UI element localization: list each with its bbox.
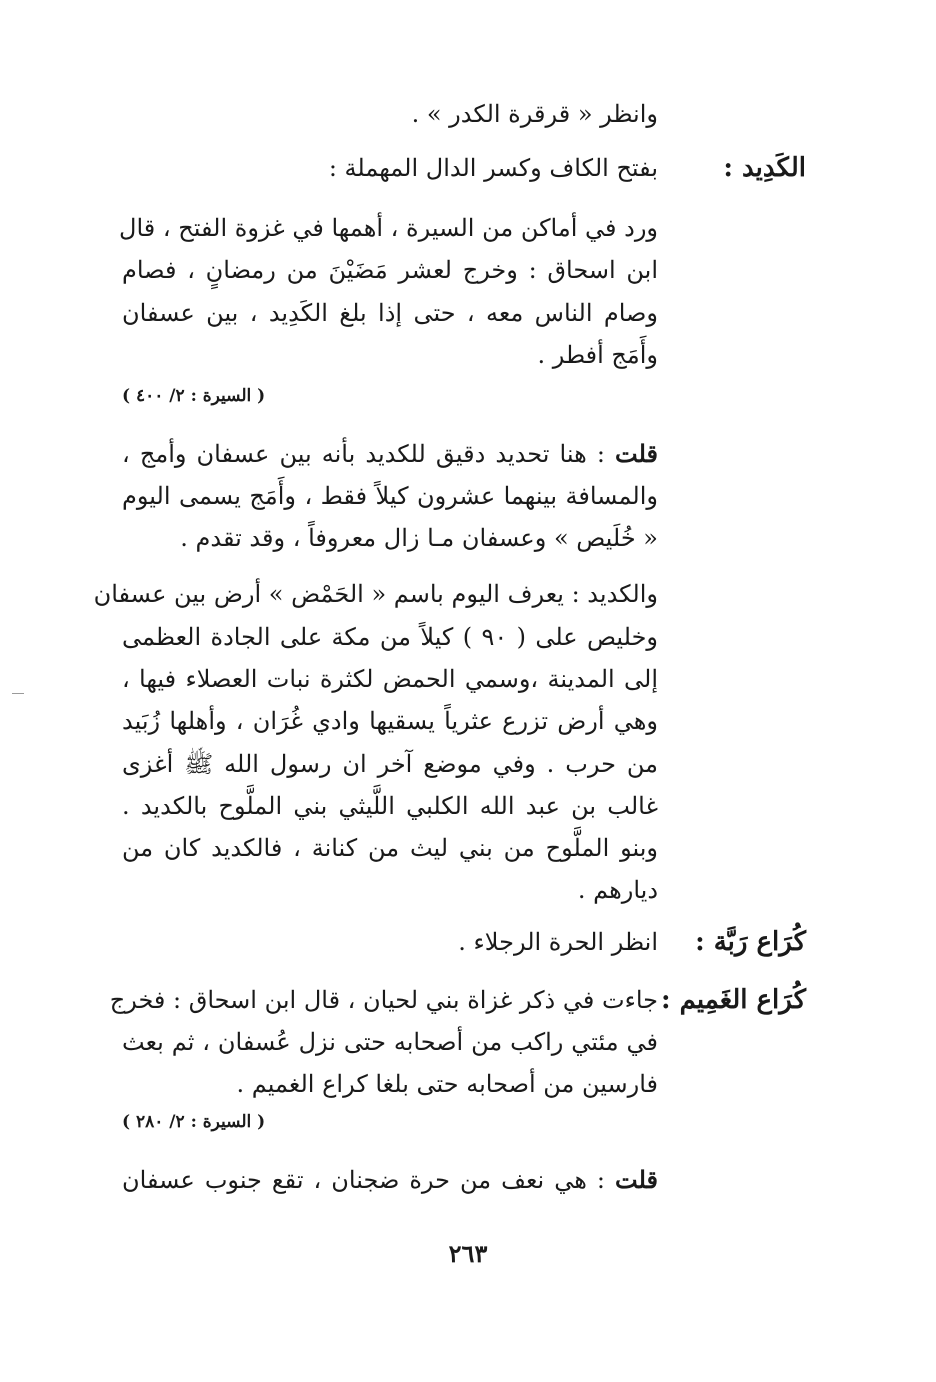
entry-definition-kadid: بفتح الكاف وكسر الدال المهملة : (328, 154, 658, 182)
kadid-para-line-2: وخليص على ( ٩٠ ) كيلاً من مكة على الجادة العظمى (122, 623, 658, 651)
entry-definition-kura-ghamim: جاءت في ذكر غزاة بني لحيان ، قال ابن اسحاق : فخرج (109, 986, 658, 1014)
kadid-para-line-8: ديارهم . (577, 876, 658, 904)
kadid-para-line-4: وهي أرض تزرع عثرياً يسقيها وادي غُرَان ، وأهلها زُبَيد (122, 707, 658, 735)
qult-1-line-3: « خُلَيص » وعسفان مـا زال معروفاً ، وقد تقدم . (180, 524, 658, 552)
citation-sira-2: ( السيرة : ٢/ ٢٨٠ ) (122, 1112, 266, 1132)
kadid-para-line-1: والكديد : يعرف اليوم باسم « الحَمْض » أرض بين عسفان (93, 580, 658, 608)
entry-term-kadid: الكَدِيد : (723, 153, 806, 183)
qult-2-lead: قلت (615, 1165, 658, 1194)
kadid-quote-line-3: وصام الناس معه ، حتى إذا بلغ الكَدِيد ، بين عسفان (122, 299, 658, 327)
qult-2-line-1 (122, 1160, 658, 1200)
qult-2-text: : هي نعف من حرة ضجنان ، تقع جنوب عسفان (122, 1166, 616, 1194)
kadid-para-line-3: إلى المدينة ،وسمي الحمض لكثرة نبات العصلاء فيها ، (122, 665, 658, 693)
kadid-para-line-5: من حرب . وفي موضع آخر ان رسول الله ﷺ أغزى (122, 750, 658, 778)
ghamim-line-3: فارسين من أصحابه حتى بلغا كراع الغميم . (236, 1070, 658, 1098)
entry-term-kura-ghamim: كُرَاع الغَمِيم : (660, 985, 806, 1015)
qult-1-line-2: والمسافة بينهما عشرون كيلاً فقط ، وأَمَج يسمى اليوم (122, 482, 658, 510)
kadid-para-line-6: غالب بن عبد الله الكلبي اللَّيثي بني الملَّوح بالكديد . (122, 792, 658, 820)
qult-1-text: : هنا تحديد دقيق للكديد بأنه بين عسفان وأمج ، (122, 440, 616, 468)
kadid-quote-line-1: ورد في أماكن من السيرة ، أهمها في غزوة الفتح ، قال (119, 214, 658, 242)
kadid-para-line-7: وبنو الملَّوح من بني ليث من كنانة ، فالكديد كان من (122, 834, 658, 862)
entry-definition-kura-rabba: انظر الحرة الرجلاء . (458, 928, 658, 956)
entry-term-kura-rabba: كُرَاع رَبَّة : (695, 927, 806, 957)
margin-mark (12, 693, 24, 694)
kadid-quote-line-2: ابن اسحاق : وخرج لعشر مَضَيْنَ من رمضانٍ ، فصام (122, 256, 658, 284)
intro-line: وانظر « قرقرة الكدر » . (411, 100, 658, 128)
citation-sira-1: ( السيرة : ٢/ ٤٠٠ ) (122, 386, 266, 406)
kadid-quote-line-4: وأَمَج أفطر . (537, 341, 658, 369)
page-number: ٢٦٣ (448, 1239, 488, 1268)
qult-1-line-1 (122, 434, 658, 474)
ghamim-line-2: في مئتي راكب من أصحابه حتى نزل عُسفان ، ثم بعث (122, 1028, 658, 1056)
qult-1-lead: قلت (615, 439, 658, 468)
